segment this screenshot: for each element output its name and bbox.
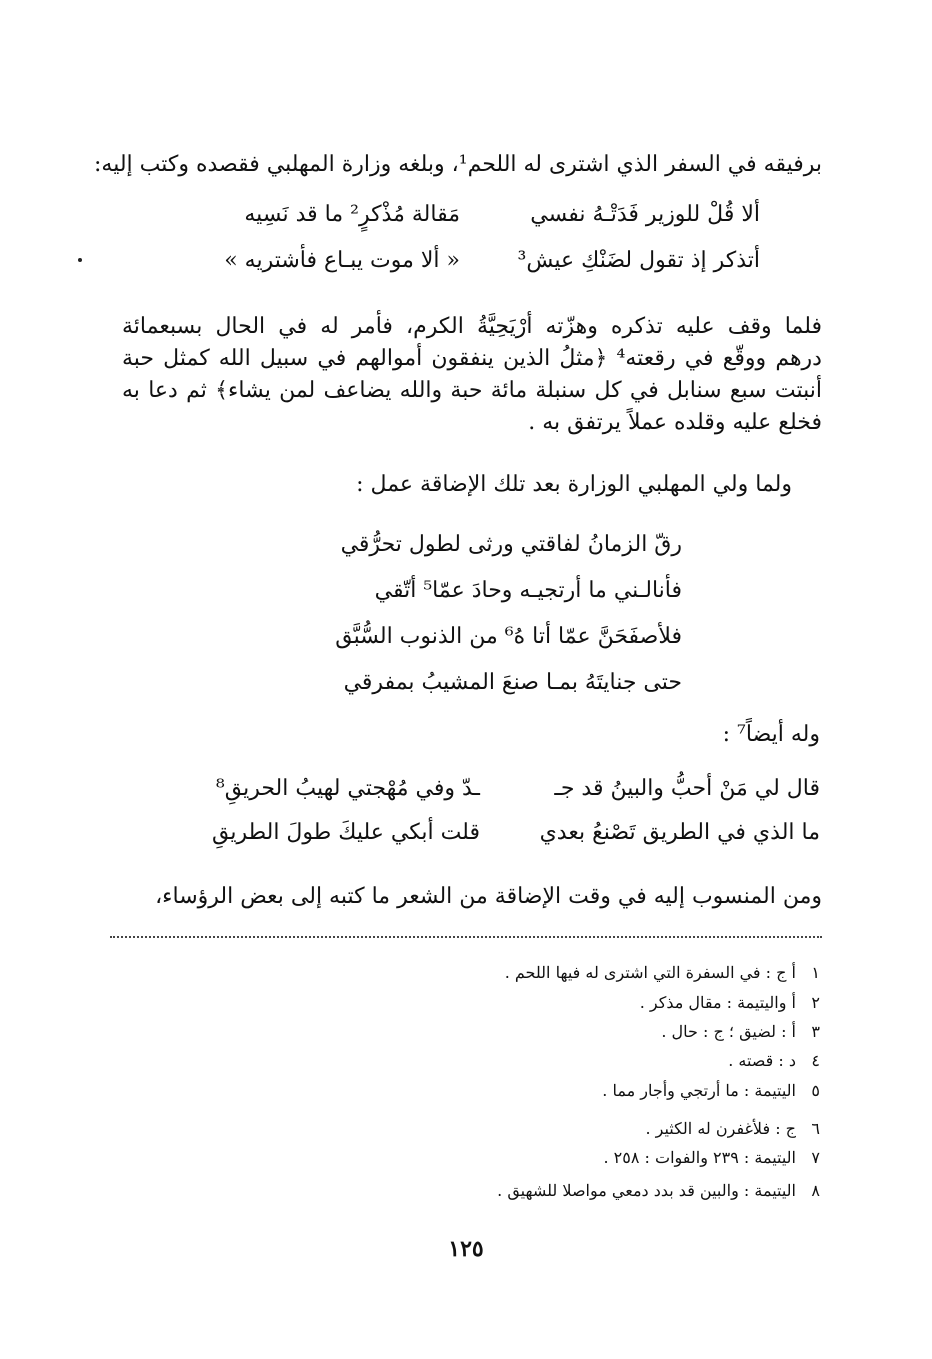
verse-line — [244, 200, 760, 230]
footnote — [661, 1021, 820, 1043]
footnote-number: ٤ — [811, 1051, 820, 1070]
text-line: أنبتت سبع سنابل في كل سنبلة مائة حبة والله يضاعف لمن يشاء﴾ ثم دعا به — [122, 378, 822, 403]
verse-second-hemistich: « ألا موت يبـاع فأشتريه » — [224, 248, 460, 273]
footnote-number: ٢ — [811, 993, 820, 1012]
footnote — [505, 962, 820, 984]
verse-line — [216, 774, 820, 804]
text-line: ولما ولي المهلبي الوزارة بعد تلك الإضاقة عمل : — [356, 472, 792, 497]
footnote-separator — [110, 936, 822, 938]
footnote-text: ج : فلأغفرن له الكثير . — [645, 1119, 796, 1138]
verse-line — [212, 818, 820, 848]
stray-dot — [78, 258, 82, 262]
footnote-text: أ واليتيمة : مقال مذكر . — [639, 993, 796, 1012]
footnote-text: اليتيمة : ٢٣٩ والفوات : ٢٥٨ . — [603, 1148, 796, 1167]
footnote-number: ٣ — [811, 1022, 820, 1041]
footnote — [604, 1147, 821, 1169]
text-line: ومن المنسوب إليه في وقت الإضاقة من الشعر ما كتبه إلى بعض الرؤساء، — [155, 884, 822, 909]
footnote-number: ٥ — [811, 1081, 820, 1100]
footnote-text: أ ج : في السفرة التي اشترى له فيها اللحم . — [504, 963, 796, 982]
text-line: برفيقه في السفر الذي اشترى له اللحم¹، وبلغه وزارة المهلبي فقصده وكتب إليه: — [93, 152, 822, 177]
verse-first-hemistich: ألا قُلْ للوزير فَدَتْـهُ نفسي — [530, 202, 760, 227]
section-intro: وله أيضاً⁷ : — [722, 722, 820, 747]
verse-first-hemistich: قال لي مَنْ أحبُّ والبينُ قد جـ — [554, 776, 820, 801]
verse-line: فلأصفَحَنَّ عمّا أتا هُ⁶ من الذنوب السُّبَّق — [335, 624, 682, 649]
text-line: درهم ووقّع في رقعته⁴ ﴿مثلُ الذين ينفقون أموالهم في سبيل الله كمثل حبة — [122, 346, 822, 371]
footnote-text: اليتيمة : ما أرتجي وأجار مما . — [602, 1081, 796, 1100]
text-line: فلما وقف عليه تذكره وهزّته أرْيَحِيَّةُ الكرم، فأمر له في الحال بسبعمائة — [122, 314, 822, 339]
verse-line: حتى جنايتَهُ بمـا صنعَ المشيبُ بمفرقي — [343, 670, 682, 695]
verse-second-hemistich: ـدّ وفي مُهْجتي لهيبُ الحريقِ⁸ — [215, 776, 480, 801]
verse-second-hemistich: قلت أبكي عليكَ طولَ الطريقِ — [211, 820, 480, 845]
footnote-number: ٨ — [811, 1181, 820, 1200]
verse-second-hemistich: مَقالة مُذْكرٍ² ما قد نَسِيه — [244, 202, 460, 227]
verse-line — [224, 246, 760, 276]
footnote-text: د : قصته . — [728, 1051, 796, 1070]
verse-line: رقّ الزمانُ لفاقتي ورثى لطول تحرُّقي — [340, 532, 682, 557]
verse-first-hemistich: ما الذي في الطريق تَصْنعُ بعدي — [539, 820, 820, 845]
footnote-number: ٦ — [811, 1119, 820, 1138]
footnote — [640, 992, 820, 1014]
footnote-number: ١ — [811, 963, 820, 982]
page-number: ١٢٥ — [448, 1236, 484, 1262]
footnote-text: أ : لضيق ؛ ج : حال . — [661, 1022, 796, 1041]
footnote — [602, 1080, 820, 1102]
footnote — [728, 1050, 820, 1072]
footnote — [645, 1118, 820, 1140]
footnote-number: ٧ — [811, 1148, 820, 1167]
text-line: فخلع عليه وقلده عملاً يرتفق به . — [528, 410, 822, 435]
footnote-text: اليتيمة : والبين قد بدد دمعي مواصلا للشهيق . — [497, 1181, 796, 1200]
footnote — [497, 1180, 820, 1202]
verse-line: فأنالـني ما أرتجيـه وحادَ عمّا⁵ أتّقي — [374, 578, 682, 603]
verse-first-hemistich: أتذكر إذ تقول لضَنْكِ عيش³ — [517, 248, 760, 273]
